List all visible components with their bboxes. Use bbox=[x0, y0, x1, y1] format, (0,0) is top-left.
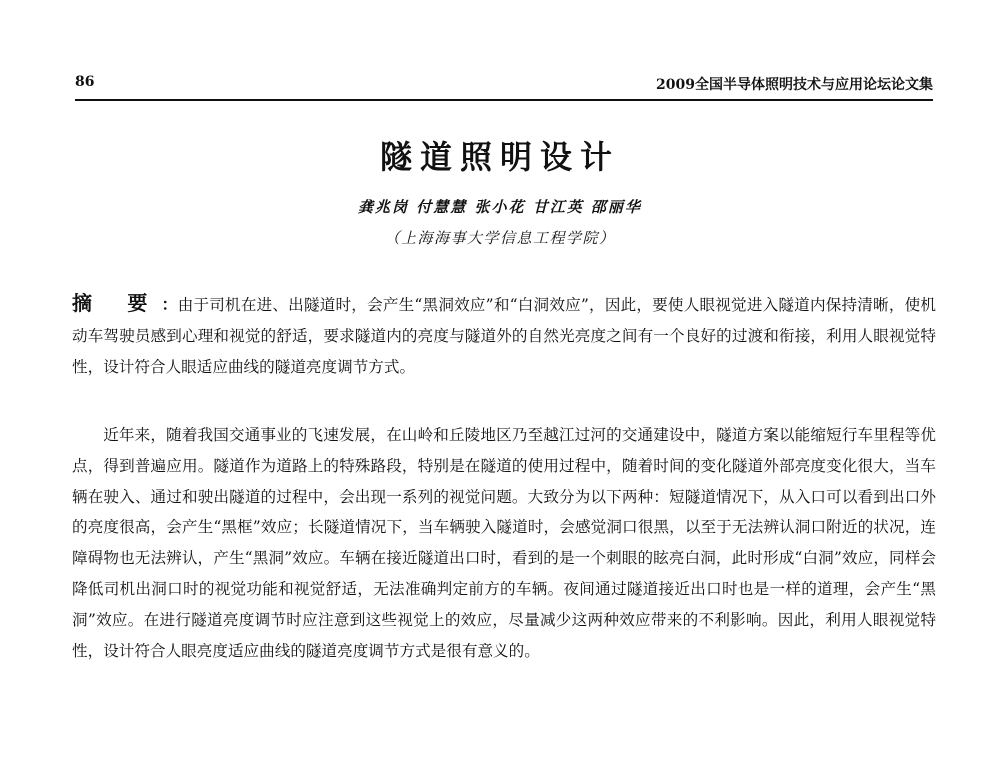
paper-title: 隧道照明设计 bbox=[379, 138, 620, 176]
body-text bbox=[72, 420, 936, 666]
page-number: 86 bbox=[75, 74, 95, 90]
body-paragraph: 近年来，随着我国交通事业的飞速发展，在山岭和丘陵地区乃至越江过河的交通建设中，隧道方案以能缩短行车里程等优点，得到普遍应用。隧道作为道路上的特殊路段，特别是在隧道的使用过程中，随着时间的变化隧道外部亮度变化很大，当车辆在驶入、通过和驶出隧道的过程中，会出现一系列的视觉问题。大致分为以下两种：短隧道情况下，从入口可以看到出口外的亮度很高，会产生“黑框”效应；长隧道情况下，当车辆驶入隧道时，会感觉洞口很黑，以至于无法辨认洞口附近的状况，连障碍物也无法辨认，产生“黑洞”效应。车辆在接近隧道出口时，看到的是一个刺眼的眩亮白洞，此时形成“白洞”效应，同样会降低司机出洞口时的视觉功能和视觉舒适，无法准确判定前方的车辆。夜间通过隧道接近出口时也是一样的道理，会产生“黑洞”效应。在进行隧道亮度调节时应注意到这些视觉上的效应，尽量减少这两种效应带来的不利影响。因此，利用人眼视觉特性，设计符合人眼亮度适应曲线的隧道亮度调节方式是很有意义的。 bbox=[72, 426, 936, 660]
journal-title: 2009全国半导体照明技术与应用论坛论文集 bbox=[656, 77, 933, 93]
paper-authors: 龚兆岗 付慧慧 张小花 甘江英 邵丽华 bbox=[358, 198, 642, 216]
header-rule bbox=[75, 99, 933, 101]
abstract bbox=[72, 288, 936, 383]
abstract-colon: ： bbox=[161, 295, 178, 314]
page-header bbox=[75, 74, 933, 96]
abstract-label: 摘 要 bbox=[72, 291, 162, 315]
paper-affiliation: （上海海事大学信息工程学院） bbox=[384, 229, 616, 247]
abstract-text: 由于司机在进、出隧道时，会产生“黑洞效应”和“白洞效应”，因此，要使人眼视觉进入隧道内保持清晰，使机动车驾驶员感到心理和视觉的舒适，要求隧道内的亮度与隧道外的自然光亮度之间有一个良好的过渡和衔接，利用人眼视觉特性，设计符合人眼适应曲线的隧道亮度调节方式。 bbox=[72, 296, 936, 376]
